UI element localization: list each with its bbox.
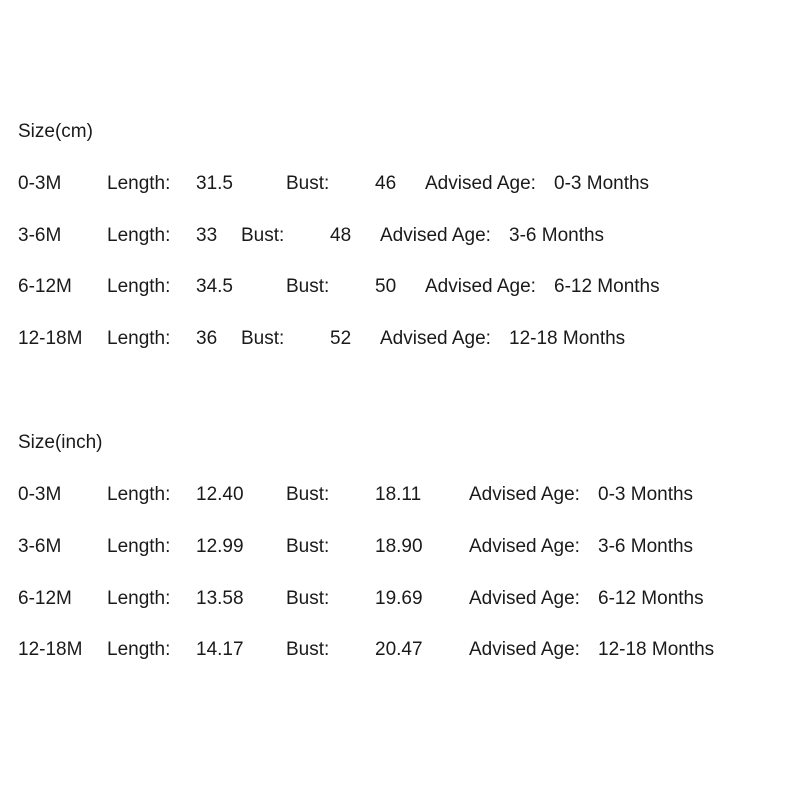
cm-row-length-value: 31.5: [196, 173, 233, 194]
inch-row-bust-value: 19.69: [375, 588, 423, 609]
cm-row-length-label: Length:: [107, 225, 171, 246]
inch-row-length-value: 12.99: [196, 536, 244, 557]
cm-row-bust-value: 46: [375, 173, 397, 194]
cm-row-age-label: Advised Age:: [380, 225, 491, 246]
inch-row-bust-value: 20.47: [375, 639, 423, 660]
inch-row-length-value: 12.40: [196, 484, 244, 505]
inch-row-age-value: 3-6 Months: [598, 536, 694, 557]
cm-row-length-label: Length:: [107, 328, 171, 349]
inch-row-age-label: Advised Age:: [469, 588, 580, 609]
cm-row-length-label: Length:: [107, 276, 171, 297]
cm-row-age-label: Advised Age:: [425, 173, 536, 194]
cm-row-age-label: Advised Age:: [380, 328, 491, 349]
inch-row-length-value: 14.17: [196, 639, 244, 660]
cm-row-bust-label: Bust:: [286, 276, 330, 297]
inch-row-size: 0-3M: [18, 484, 62, 505]
cm-row-length-value: 36: [196, 328, 218, 349]
cm-row-bust-label: Bust:: [241, 225, 285, 246]
inch-row-age-value: 6-12 Months: [598, 588, 704, 609]
cm-row-age-label: Advised Age:: [425, 276, 536, 297]
cm-row-length-label: Length:: [107, 173, 171, 194]
inch-row-length-label: Length:: [107, 484, 171, 505]
inch-row-bust-label: Bust:: [286, 484, 330, 505]
cm-row-bust-label: Bust:: [241, 328, 285, 349]
cm-row-length-value: 34.5: [196, 276, 233, 297]
cm-heading: Size(cm): [18, 121, 93, 142]
inch-row-length-label: Length:: [107, 639, 171, 660]
inch-row-bust-label: Bust:: [286, 639, 330, 660]
inch-row-age-label: Advised Age:: [469, 484, 580, 505]
inch-row-bust-label: Bust:: [286, 536, 330, 557]
cm-row-length-value: 33: [196, 225, 218, 246]
inch-row-age-value: 12-18 Months: [598, 639, 715, 660]
cm-row-age-value: 12-18 Months: [509, 328, 626, 349]
inch-row-bust-label: Bust:: [286, 588, 330, 609]
cm-row-size: 6-12M: [18, 276, 72, 297]
cm-row-size: 0-3M: [18, 173, 62, 194]
inch-row-size: 6-12M: [18, 588, 72, 609]
cm-row-size: 12-18M: [18, 328, 83, 349]
inch-row-size: 3-6M: [18, 536, 62, 557]
inch-row-length-label: Length:: [107, 588, 171, 609]
inch-row-age-value: 0-3 Months: [598, 484, 694, 505]
cm-row-bust-value: 50: [375, 276, 397, 297]
cm-row-bust-value: 52: [330, 328, 352, 349]
cm-row-age-value: 6-12 Months: [554, 276, 660, 297]
cm-row-bust-label: Bust:: [286, 173, 330, 194]
inch-row-age-label: Advised Age:: [469, 639, 580, 660]
cm-row-age-value: 3-6 Months: [509, 225, 605, 246]
inch-row-length-value: 13.58: [196, 588, 244, 609]
cm-row-age-value: 0-3 Months: [554, 173, 650, 194]
inch-row-bust-value: 18.90: [375, 536, 423, 557]
inch-row-length-label: Length:: [107, 536, 171, 557]
cm-row-size: 3-6M: [18, 225, 62, 246]
inch-row-bust-value: 18.11: [375, 484, 422, 505]
inch-row-age-label: Advised Age:: [469, 536, 580, 557]
inch-row-size: 12-18M: [18, 639, 83, 660]
cm-row-bust-value: 48: [330, 225, 352, 246]
inch-heading: Size(inch): [18, 432, 103, 453]
